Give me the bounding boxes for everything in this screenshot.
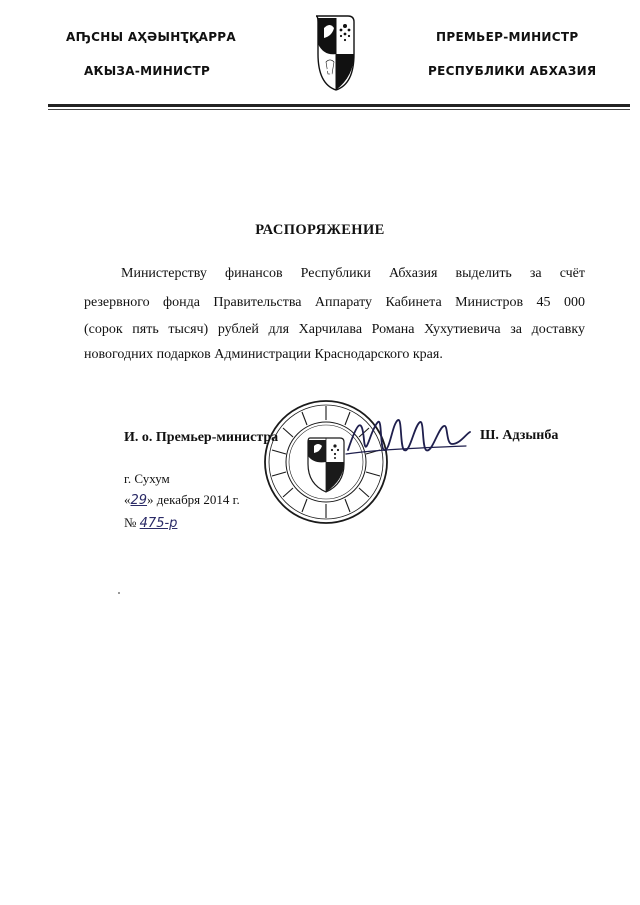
document-date — [124, 492, 240, 508]
coat-of-arms-emblem-icon — [314, 14, 358, 92]
header-left-line1: АҦСНЫ АҲӘЫНҬҚАРРА — [66, 30, 236, 44]
date-day-handwritten: 29 — [130, 493, 148, 508]
date-month-year: » декабря 2014 г. — [147, 492, 240, 507]
header-right-line2: РЕСПУБЛИКИ АБХАЗИЯ — [428, 64, 597, 78]
handwritten-signature — [344, 410, 474, 466]
document-number — [124, 515, 177, 531]
body-line-1: Министерству финансов Республики Абхазия выделить за счёт — [121, 266, 585, 281]
document-title: РАСПОРЯЖЕНИЕ — [255, 222, 385, 238]
date-open-quote: « — [124, 492, 131, 507]
header-right-line1: ПРЕМЬЕР-МИНИСТР — [436, 30, 579, 44]
header-left-line2: АҞЫЗА-МИНИСТР — [84, 64, 211, 78]
body-line-2: резервного фонда Правительства Аппарату Кабинета Министров 45 000 — [84, 295, 585, 310]
header-rule-thin — [48, 109, 630, 110]
signatory-title: И. о. Премьер-министра — [124, 430, 279, 445]
signatory-name: Ш. Адзынба — [480, 428, 559, 443]
body-line-3: (сорок пять тысяч) рублей для Харчилава Романа Хухутиевича за доставку — [84, 322, 585, 337]
place-of-signing: г. Сухум — [124, 471, 170, 486]
number-sign: № — [124, 515, 140, 530]
number-handwritten: 475-р — [139, 516, 178, 531]
body-line-4: новогодних подарков Администрации Краснодарского края. — [84, 347, 443, 362]
header-rule-thick — [48, 104, 630, 107]
scan-speck — [118, 592, 120, 594]
